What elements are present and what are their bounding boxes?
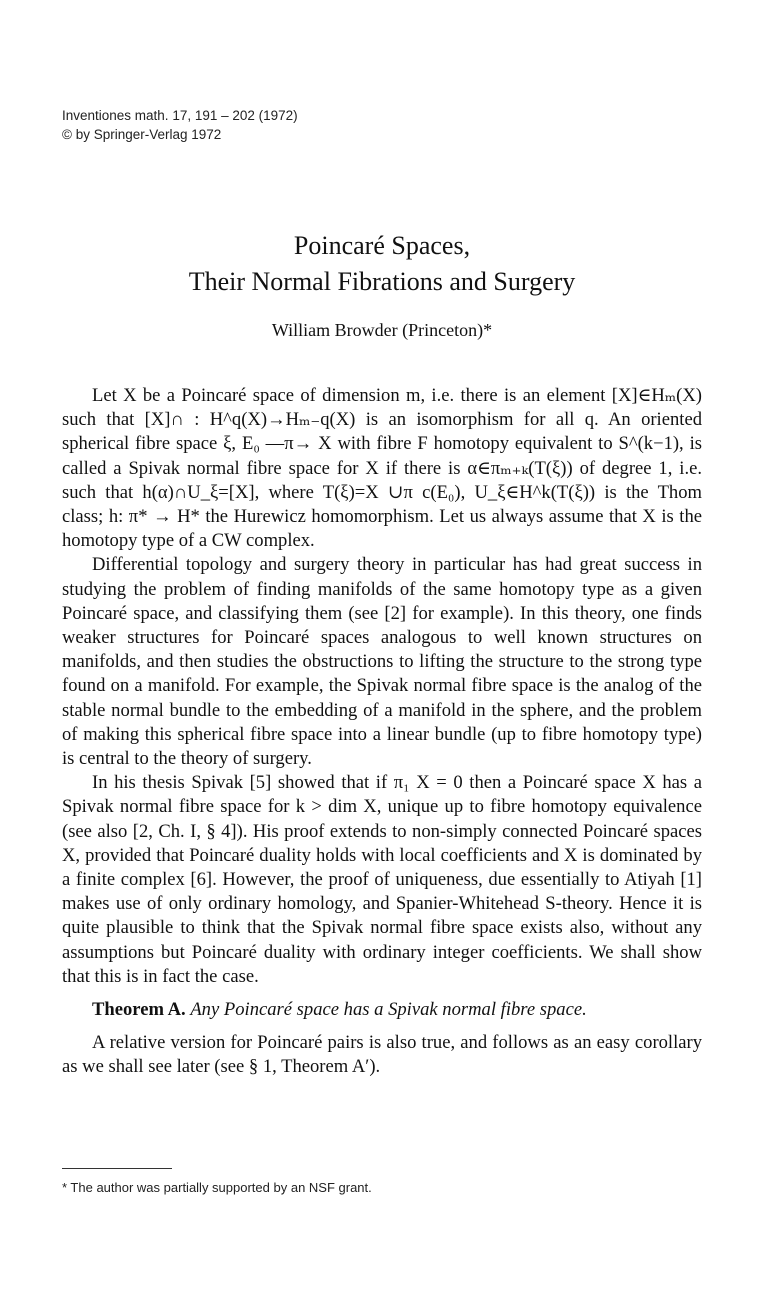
paragraph-after-theorem: A relative version for Poincaré pairs is also true, and follows as an easy corollary as we shall see later (see § 1, Theorem A′). — [62, 1032, 702, 1078]
paragraph-2: Differential topology and surgery theory in particular has had great success in studying the problem of finding manifolds of the same homotopy type as a given Poincaré space, and classifying them (see [2] for example). In this theory, one finds weaker structures for Poincaré spaces analogous to well known structures on manifolds, and then studies the obstructions to lifting the structure to the strong type found on a manifold. For example, the Spivak normal fibre space is the analog of the stable normal bundle to the embedding of a manifold in the sphere, and the problem of making this spherical fibre space into a linear bundle (up to fibre homotopy type) is central to the theory of surgery. — [62, 554, 702, 770]
theorem-label: Theorem A. — [92, 999, 186, 1021]
journal-line-1: Inventiones math. 17, 191 – 202 (1972) — [62, 108, 298, 123]
footnote: * The author was partially supported by an NSF grant. — [62, 1180, 372, 1195]
author-line: William Browder (Princeton)* — [271, 320, 493, 340]
paragraph-3: In his thesis Spivak [5] showed that if π₁ X = 0 then a Poincaré space X has a Spivak normal fibre space for k > dim X, unique up to fibre homotopy equivalence (see also [2, Ch. I, § 4]). His proof extends to non-simply connected Poincaré spaces X, provided that Poincaré duality holds with local coefficients and X is dominated by a finite complex [6]. However, the proof of uniqueness, due essentially to Atiyah [1] makes use of only ordinary homology, and Spanier-Whitehead S-theory. Hence it is quite plausible to think that the Spivak normal fibre space exists also, without any assumptions but Poincaré duality with ordinary integer coefficients. We shall show that this is in fact the case. — [62, 772, 702, 987]
footnote-rule — [62, 1168, 172, 1169]
theorem-statement: Any Poincaré space has a Spivak normal fibre space. — [190, 999, 587, 1021]
title-line-2: Their Normal Fibrations and Surgery — [188, 267, 576, 296]
paper-title — [62, 228, 702, 300]
paragraph-1: Let X be a Poincaré space of dimension m, i.e. there is an element [X]∈Hₘ(X) such that [X]∩ : H^q(X)→Hₘ₋q(X) is an isomorphism for all q. An oriented spherical fibre space ξ, E₀ —π→ X with fibre F homotopy equivalent to S^(k−1), is called a Spivak normal fibre space for X if there is α∈πₘ₊ₖ(T(ξ)) of degree 1, i.e. such that h(α)∩U_ξ=[X], where T(ξ)=X ∪π c(E₀), U_ξ∈H^k(T(ξ)) is the Thom class; h: π* → H* the Hurewicz homomorphism. Let us always assume that X is the homotopy type of a CW complex. — [62, 385, 702, 552]
journal-line-2: © by Springer-Verlag 1972 — [62, 127, 222, 142]
body-text — [62, 384, 702, 1080]
title-line-1: Poincaré Spaces, — [293, 231, 471, 260]
theorem-a — [62, 998, 702, 1022]
journal-citation — [62, 106, 298, 144]
